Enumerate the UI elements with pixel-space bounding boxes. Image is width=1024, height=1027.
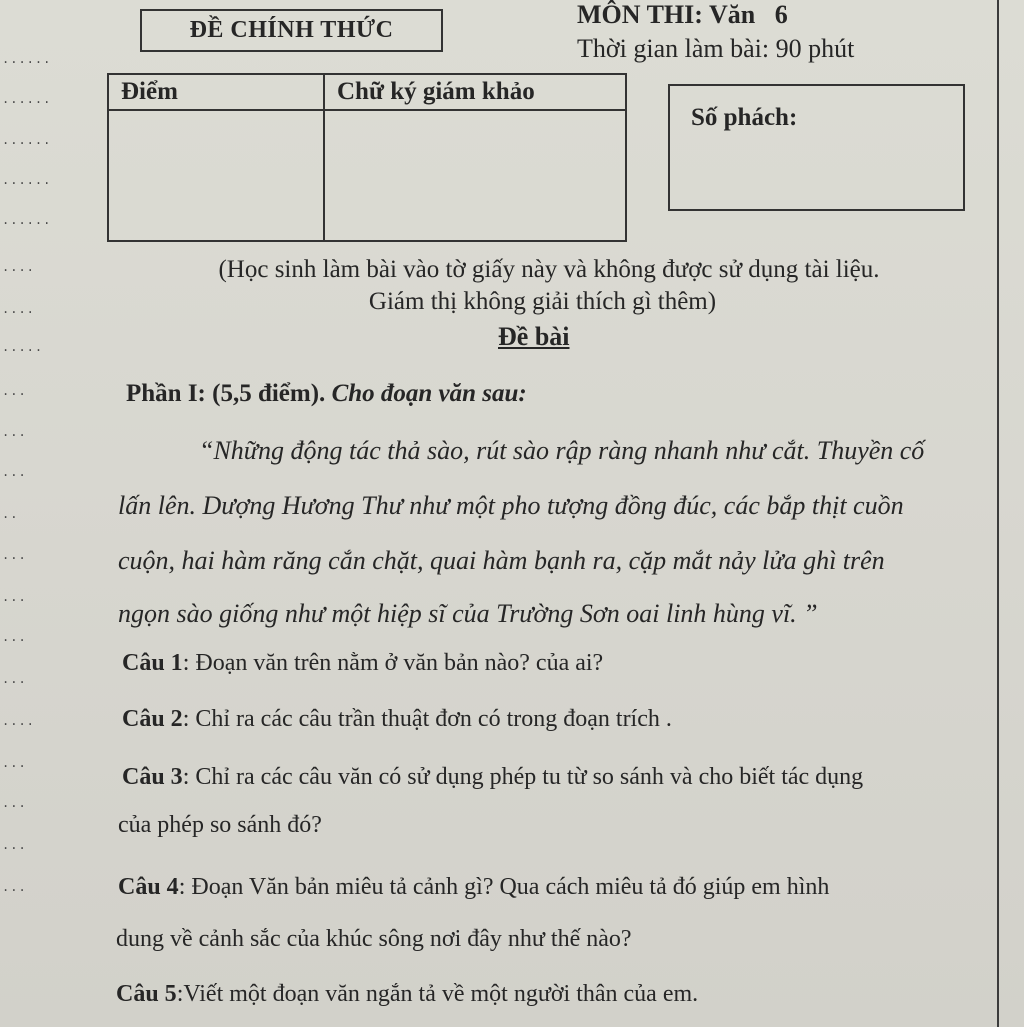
question-4 — [118, 874, 829, 901]
part1-heading — [126, 380, 527, 408]
question-label: Câu 4 — [118, 874, 179, 900]
examiner-signature-cell — [324, 110, 626, 241]
question-4-continued — [116, 926, 632, 953]
instruction-line-1: (Học sinh làm bài vào tờ giấy này và không được sử dụng tài liệu. — [218, 256, 880, 283]
question-text: : Chỉ ra các câu trần thuật đơn có trong đoạn trích . — [182, 706, 672, 732]
question-text: : Chỉ ra các câu văn có sử dụng phép tu từ so sánh và cho biết tác dụng — [182, 764, 864, 790]
question-label: Câu 2 — [122, 706, 183, 732]
passage-line: ngọn sào giống như một hiệp sĩ của Trường Sơn oai linh hùng vĩ. ” — [118, 599, 818, 628]
part1-instruction: Cho đoạn văn sau: — [331, 380, 527, 407]
so-phach-box — [668, 84, 965, 211]
question-1 — [122, 650, 603, 677]
official-exam-text: ĐỀ CHÍNH THỨC — [189, 17, 394, 43]
question-text: của phép so sánh đó? — [118, 812, 322, 838]
question-label: Câu 1 — [122, 650, 183, 676]
subject-line — [577, 0, 788, 30]
binding-margin-dots: ...... ...... ...... ...... ...... .... .... ..... ... ... ... .. ... ... ... ... .... ... ... ... ... — [2, 52, 52, 894]
time-limit: Thời gian làm bài: 90 phút — [577, 34, 855, 63]
section-title: Đề bài — [498, 322, 570, 351]
so-phach-label: Số phách: — [691, 104, 798, 131]
question-3 — [122, 764, 863, 791]
question-text: : Đoạn Văn bản miêu tả cảnh gì? Qua cách miêu tả đó giúp em hình — [178, 874, 830, 900]
page-border-line — [997, 0, 999, 1027]
passage-line: cuộn, hai hàm răng cắn chặt, quai hàm bạnh ra, cặp mắt nảy lửa ghì trên — [118, 546, 885, 575]
passage-line: “Những động tác thả sào, rút sào rập ràng nhanh như cắt. Thuyền cố — [199, 436, 925, 465]
question-label: Câu 5 — [116, 981, 177, 1007]
question-text: dung về cảnh sắc của khúc sông nơi đây như thế nào? — [116, 926, 632, 952]
score-table — [107, 73, 627, 242]
subject-label: MÔN THI: — [577, 0, 703, 29]
official-exam-label — [140, 9, 443, 52]
question-2 — [122, 706, 672, 733]
question-text: :Viết một đoạn văn ngắn tả về một người thân của em. — [176, 981, 699, 1007]
score-header: Điểm — [108, 74, 324, 110]
examiner-signature-header: Chữ ký giám khảo — [324, 74, 626, 110]
question-label: Câu 3 — [122, 764, 183, 790]
question-5 — [116, 981, 698, 1008]
instruction-line-2: Giám thị không giải thích gì thêm) — [368, 288, 717, 315]
subject-value: Văn 6 — [708, 0, 788, 29]
part1-label: Phần I: (5,5 điểm). — [126, 380, 326, 407]
question-3-continued — [118, 812, 322, 839]
score-cell — [108, 110, 324, 241]
question-text: : Đoạn văn trên nằm ở văn bản nào? của ai? — [182, 650, 604, 676]
passage-line: lấn lên. Dượng Hương Thư như một pho tượng đồng đúc, các bắp thịt cuồn — [118, 491, 904, 520]
